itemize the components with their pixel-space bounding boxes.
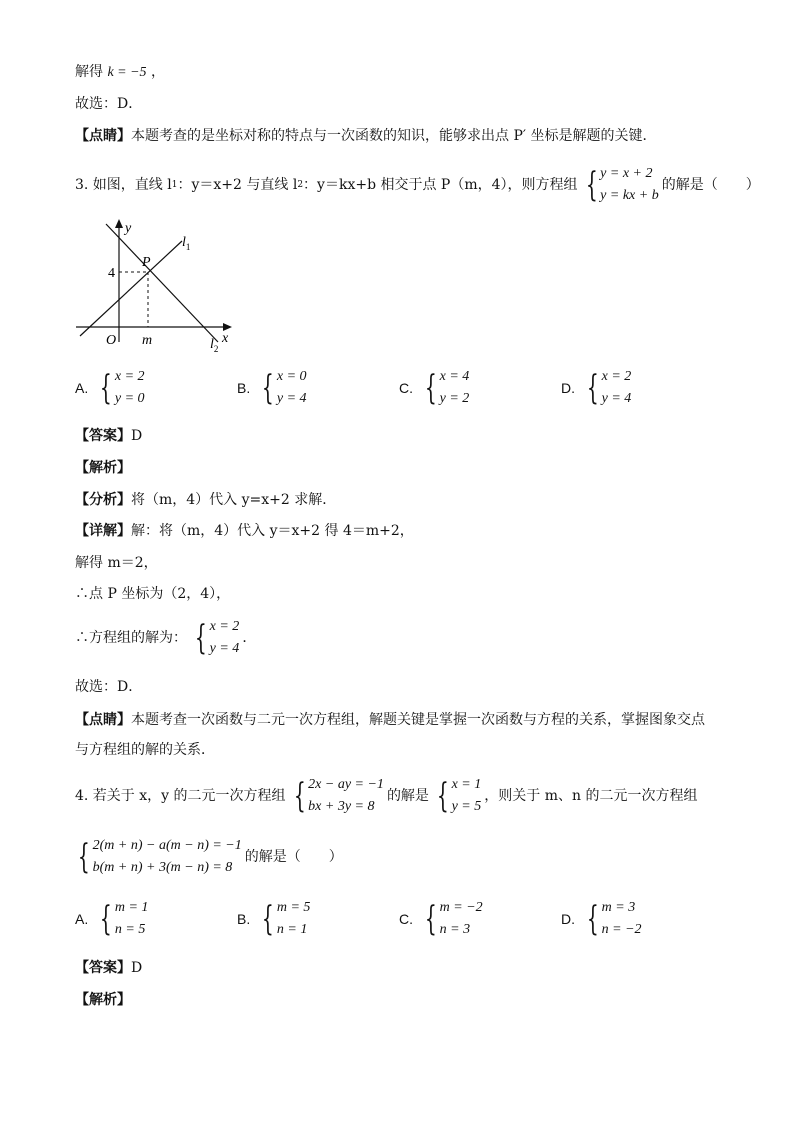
m-label: m	[142, 333, 153, 348]
l2-label: $l_2$	[210, 337, 219, 354]
q3-option-c[interactable]: C. { x = 4 y = 2	[399, 368, 470, 408]
q3-option-b[interactable]: B. { x = 0 y = 4	[237, 368, 307, 408]
k-equation: k = −5	[107, 65, 147, 80]
x-axis-label: x	[222, 331, 229, 346]
q3-step3: ∴方程组的解为： { x = 2 y = 4 ．	[75, 618, 257, 658]
q3-option-a[interactable]: A. { x = 2 y = 0	[75, 368, 145, 408]
q4-stem-2: { 2(m + n) − a(m − n) = −1 b(m + n) + 3(m − n) = 8 的解是（ ）	[77, 837, 343, 877]
q3-option-d[interactable]: D. { x = 2 y = 4	[561, 368, 632, 408]
p-label: P	[142, 255, 151, 270]
origin-label: O	[106, 333, 117, 348]
q4-option-a[interactable]: A. { m = 1 n = 5	[75, 899, 149, 939]
y-axis-label: y	[125, 221, 132, 236]
comment-body: 本题考查的是坐标对称的特点与一次函数的知识，能够求出点 P′ 坐标是解题的关键．	[131, 128, 657, 144]
q3-graph-figure	[72, 214, 242, 354]
x-axis-arrow	[223, 323, 232, 331]
comment-prev	[75, 126, 657, 146]
q3-stem: 3. 如图，直线 l 1 ：y＝x+2 与直线 l 2 ：y＝kx+b 相交于点 P（m，4），则方程组 { y = x + 2 y = kx + b 的解是（ ）	[75, 165, 760, 205]
q3-step1: 解得 m＝2，	[75, 555, 158, 571]
q3-comment-l1: 【点睛】本题考查一次函数与二元一次方程组，解题关键是掌握一次函数与方程的关系，掌握图象交点	[75, 712, 705, 728]
q4-stem: 4. 若关于 x，y 的二元一次方程组 { 2x − ay = −1 bx + 3y = 8 的解是 { x = 1 y = 5 ，则关于 m、n 的二元一次方程组	[75, 776, 698, 816]
q3-comment-l2: 与方程组的解的关系．	[75, 742, 215, 758]
y-axis-arrow	[115, 219, 123, 228]
four-label: 4	[108, 266, 115, 281]
q4-option-b[interactable]: B. { m = 5 n = 1	[237, 899, 311, 939]
q3-system: { y = x + 2 y = kx + b	[585, 165, 659, 205]
q4-option-d[interactable]: D. { m = 3 n = −2	[561, 899, 642, 939]
line-l2	[106, 224, 218, 342]
comment-tag: 【点睛】	[75, 128, 131, 144]
q3-choose: 故选：D．	[75, 679, 143, 695]
l1-label: $l_1$	[182, 235, 191, 252]
choose-line-prev: 故选：D．	[75, 96, 143, 112]
q3-fenxi: 【分析】将（m，4）代入 y=x+2 求解．	[75, 492, 337, 508]
q4-answer: 【答案】D	[75, 960, 143, 976]
q4-analysis-tag: 【解析】	[75, 992, 131, 1008]
q4-option-c[interactable]: C. { m = −2 n = 3	[399, 899, 483, 939]
solve-k-line: 解得 k = −5 ，	[75, 64, 166, 80]
q3-analysis-tag: 【解析】	[75, 460, 131, 476]
q3-xiangjie: 【详解】解：将（m，4）代入 y＝x+2 得 4＝m+2，	[75, 523, 414, 539]
q3-answer: 【答案】D	[75, 428, 143, 444]
q3-step2: ∴点 P 坐标为（2，4），	[75, 586, 231, 602]
